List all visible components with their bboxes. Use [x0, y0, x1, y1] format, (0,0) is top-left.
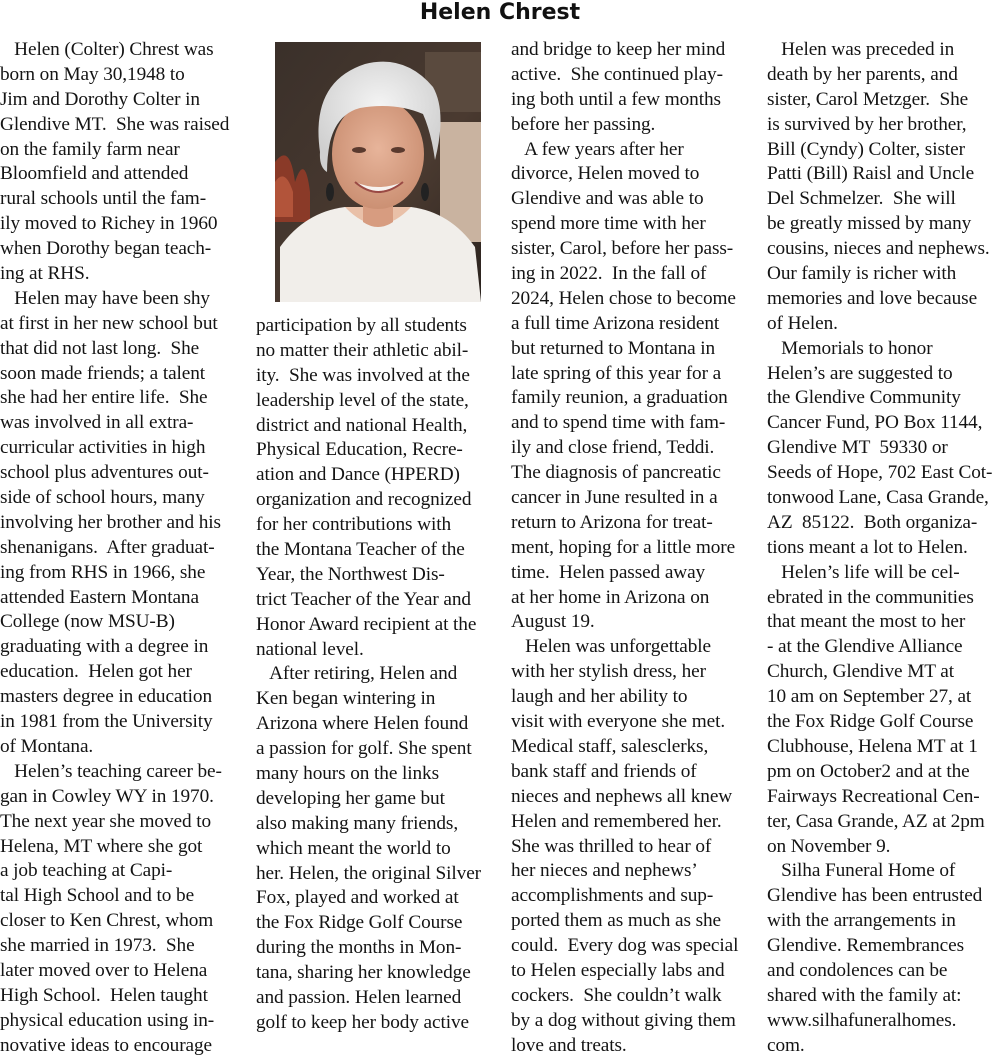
text-line: Fairways Recreational Cen- — [767, 785, 980, 807]
text-line: A few years after her — [511, 138, 684, 160]
text-line: accomplishments and sup- — [511, 885, 714, 907]
text-line: time. Helen passed away — [511, 561, 706, 583]
text-line: for her contributions with — [256, 514, 451, 536]
text-line: ing in 2022. In the fall of — [511, 263, 707, 285]
text-line: Church, Glendive MT at — [767, 661, 955, 683]
text-line: the Fox Ridge Golf Course — [767, 711, 974, 733]
text-line: she had her entire life. She — [0, 387, 208, 409]
text-line: her nieces and nephews’ — [511, 860, 698, 882]
text-line: The next year she moved to — [0, 810, 212, 832]
text-line: Glendive has been entrusted — [767, 885, 983, 907]
text-line: laugh and her ability to — [511, 686, 688, 708]
obituary-title: Helen Chrest — [419, 0, 581, 25]
text-line: of Helen. — [767, 312, 838, 334]
text-line: Memorials to honor — [767, 337, 933, 359]
text-line: Seeds of Hope, 702 East Cot- — [767, 462, 993, 484]
text-line: ily and close friend, Teddi. — [511, 437, 715, 459]
text-line: physical education using in- — [0, 1009, 215, 1031]
text-line: Year, the Northwest Dis- — [256, 563, 445, 585]
text-line: Helen was unforgettable — [511, 636, 711, 658]
text-line: Patti (Bill) Raisl and Uncle — [767, 163, 975, 185]
text-line: love and treats. — [511, 1034, 627, 1056]
text-line: ported them as much as she — [511, 910, 721, 932]
text-line: divorce, Helen moved to — [511, 163, 700, 185]
text-line: ing at RHS. — [0, 263, 90, 285]
text-line: developing her game but — [256, 787, 445, 809]
text-line: that meant the most to her — [767, 611, 966, 633]
text-line: her. Helen, the original Silver — [256, 862, 481, 884]
text-line: return to Arizona for treat- — [511, 511, 713, 533]
text-line: cousins, nieces and nephews. — [767, 238, 990, 260]
text-line: to Helen especially labs and — [511, 959, 725, 981]
text-line: graduating with a degree in — [0, 636, 209, 658]
text-line: Our family is richer with — [767, 263, 957, 285]
text-line: tal High School and to be — [0, 885, 195, 907]
text-line: ing both until a few months — [511, 88, 721, 110]
text-line: of Montana. — [0, 735, 94, 757]
text-line: could. Every dog was special — [511, 935, 739, 957]
text-line: school plus adventures out- — [0, 462, 209, 484]
text-line: Helen’s life will be cel- — [767, 561, 960, 583]
text-line: she married in 1973. She — [0, 935, 195, 957]
text-line: sister, Carol, before her pass- — [511, 238, 734, 260]
text-line: national level. — [256, 638, 364, 660]
text-column-1 — [0, 38, 245, 1059]
text-line: nieces and nephews all knew — [511, 785, 733, 807]
text-line: the Montana Teacher of the — [256, 539, 465, 561]
text-column-3 — [511, 38, 756, 1059]
text-line: com. — [767, 1034, 805, 1056]
text-line: Helen’s teaching career be- — [0, 760, 222, 782]
text-line: Helen and remembered her. — [511, 810, 722, 832]
text-line: and bridge to keep her mind — [511, 39, 726, 60]
text-line: After retiring, Helen and — [256, 663, 458, 685]
text-line: - at the Glendive Alliance — [767, 636, 963, 658]
text-line: trict Teacher of the Year and — [256, 588, 471, 610]
text-line: High School. Helen taught — [0, 984, 208, 1006]
text-line: shared with the family at: — [767, 984, 962, 1006]
text-line: tana, sharing her knowledge — [256, 962, 471, 984]
text-line: August 19. — [511, 611, 595, 633]
text-line: Helen was preceded in — [767, 39, 955, 60]
text-line: which meant the world to — [256, 837, 451, 859]
text-line: golf to keep her body active — [256, 1011, 469, 1033]
text-line: active. She continued play- — [511, 63, 723, 85]
portrait-photo — [275, 42, 481, 302]
text-line: be greatly missed by many — [767, 213, 972, 235]
text-line: attended Eastern Montana — [0, 586, 199, 608]
text-line: Clubhouse, Helena MT at 1 — [767, 735, 978, 757]
text-line: on the family farm near — [0, 138, 180, 160]
text-line: death by her parents, and — [767, 63, 958, 85]
text-line: Glendive and was able to — [511, 188, 704, 210]
text-line: ter, Casa Grande, AZ at 2pm — [767, 810, 985, 832]
text-line: Physical Education, Recre- — [256, 439, 463, 461]
text-line: leadership level of the state, — [256, 389, 469, 411]
text-line: rural schools until the fam- — [0, 188, 207, 210]
text-line: cancer in June resulted in a — [511, 487, 718, 509]
text-line: participation by all students — [256, 315, 467, 336]
text-line: the Fox Ridge Golf Course — [256, 912, 463, 934]
text-line: Silha Funeral Home of — [767, 860, 956, 882]
text-line: with the arrangements in — [767, 910, 956, 932]
text-line: a passion for golf. She spent — [256, 738, 472, 760]
text-line: but returned to Montana in — [511, 337, 716, 359]
text-line: visit with everyone she met. — [511, 711, 726, 733]
text-line: sister, Carol Metzger. She — [767, 88, 969, 110]
text-line: organization and recognized — [256, 489, 472, 511]
text-line: and to spend time with fam- — [511, 412, 726, 434]
text-line: Bloomfield and attended — [0, 163, 189, 185]
text-column-4 — [767, 38, 1000, 1059]
text-line: late spring of this year for a — [511, 362, 722, 384]
text-line: side of school hours, many — [0, 487, 205, 509]
text-line: Helena, MT where she got — [0, 835, 203, 857]
text-line: ity. She was involved at the — [256, 364, 470, 386]
text-line: Bill (Cyndy) Colter, sister — [767, 138, 965, 160]
text-line: on November 9. — [767, 835, 891, 857]
text-line: family reunion, a graduation — [511, 387, 728, 409]
text-line: Fox, played and worked at — [256, 887, 459, 909]
text-line: masters degree in education — [0, 686, 212, 708]
text-line: the Glendive Community — [767, 387, 961, 409]
text-line: soon made friends; a talent — [0, 362, 206, 384]
text-line: closer to Ken Chrest, whom — [0, 910, 214, 932]
text-line: at first in her new school but — [0, 312, 218, 334]
text-line: by a dog without giving them — [511, 1009, 736, 1031]
text-line: pm on October2 and at the — [767, 760, 970, 782]
text-line: She was thrilled to hear of — [511, 835, 712, 857]
text-line: and condolences can be — [767, 959, 948, 981]
text-line: Del Schmelzer. She will — [767, 188, 956, 210]
text-line: College (now MSU-B) — [0, 611, 175, 633]
text-line: a job teaching at Capi- — [0, 860, 173, 882]
text-line: tonwood Lane, Casa Grande, — [767, 487, 989, 509]
text-line: Helen may have been shy — [0, 287, 210, 309]
text-line: ation and Dance (HPERD) — [256, 464, 460, 486]
text-line: with her stylish dress, her — [511, 661, 706, 683]
text-line: Honor Award recipient at the — [256, 613, 477, 635]
text-line: before her passing. — [511, 113, 656, 135]
text-line: 10 am on September 27, at — [767, 686, 972, 708]
text-line: ment, hoping for a little more — [511, 536, 736, 558]
text-line: and passion. Helen learned — [256, 987, 462, 1009]
text-line: was involved in all extra- — [0, 412, 194, 434]
text-line: in 1981 from the University — [0, 711, 213, 733]
text-line: Medical staff, salesclerks, — [511, 735, 709, 757]
text-line: Ken began wintering in — [256, 688, 436, 710]
text-line: also making many friends, — [256, 812, 459, 834]
text-line: later moved over to Helena — [0, 959, 208, 981]
text-line: many hours on the links — [256, 763, 439, 785]
text-line: Cancer Fund, PO Box 1144, — [767, 412, 983, 434]
text-line: during the months in Mon- — [256, 937, 462, 959]
text-line: novative ideas to encourage — [0, 1034, 212, 1056]
text-line: involving her brother and his — [0, 511, 221, 533]
text-line: when Dorothy began teach- — [0, 238, 212, 260]
text-column-2 — [256, 314, 501, 1036]
text-line: born on May 30,1948 to — [0, 63, 185, 85]
text-line: that did not last long. She — [0, 337, 200, 359]
text-line: ily moved to Richey in 1960 — [0, 213, 218, 235]
text-line: Glendive MT 59330 or — [767, 437, 948, 459]
text-line: is survived by her brother, — [767, 113, 967, 135]
text-line: memories and love because — [767, 287, 978, 309]
text-line: Helen’s are suggested to — [767, 362, 953, 384]
text-line: bank staff and friends of — [511, 760, 697, 782]
text-line: Glendive MT. She was raised — [0, 113, 230, 135]
text-line: shenanigans. After graduat- — [0, 536, 215, 558]
text-line: a full time Arizona resident — [511, 312, 720, 334]
text-line: The diagnosis of pancreatic — [511, 462, 721, 484]
text-line: cockers. She couldn’t walk — [511, 984, 722, 1006]
text-line: curricular activities in high — [0, 437, 206, 459]
text-line: Helen (Colter) Chrest was — [0, 39, 214, 60]
text-line: gan in Cowley WY in 1970. — [0, 785, 214, 807]
text-line: spend more time with her — [511, 213, 706, 235]
text-line: no matter their athletic abil- — [256, 339, 469, 361]
text-line: ing from RHS in 1966, she — [0, 561, 206, 583]
text-line: at her home in Arizona on — [511, 586, 710, 608]
text-line: education. Helen got her — [0, 661, 192, 683]
text-line: AZ 85122. Both organiza- — [767, 511, 978, 533]
text-line: www.silhafuneralhomes. — [767, 1009, 957, 1031]
text-line: tions meant a lot to Helen. — [767, 536, 968, 558]
text-line: ebrated in the communities — [767, 586, 974, 608]
text-line: Jim and Dorothy Colter in — [0, 88, 200, 110]
text-line: 2024, Helen chose to become — [511, 287, 736, 309]
text-line: Glendive. Remembrances — [767, 935, 964, 957]
text-line: district and national Health, — [256, 414, 468, 436]
text-line: Arizona where Helen found — [256, 713, 469, 735]
